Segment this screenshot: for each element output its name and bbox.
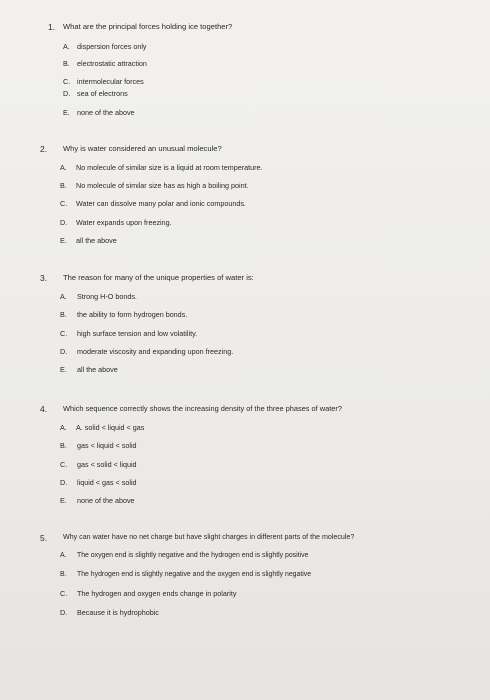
option-letter: E. bbox=[60, 365, 67, 374]
option-text: high surface tension and low volatility. bbox=[77, 329, 198, 338]
option-text: gas < solid < liquid bbox=[77, 460, 137, 469]
option-text: gas < liquid < solid bbox=[77, 441, 137, 450]
option-text: A. solid < liquid < gas bbox=[76, 423, 145, 432]
option-text: intermolecular forces bbox=[77, 77, 144, 86]
option-text: moderate viscosity and expanding upon freezing. bbox=[77, 347, 234, 356]
option-text: Water expands upon freezing. bbox=[76, 218, 172, 227]
question-text: The reason for many of the unique properties of water is: bbox=[63, 273, 254, 282]
option-text: none of the above bbox=[77, 496, 135, 505]
option-text: all the above bbox=[76, 236, 117, 245]
option-text: sea of electrons bbox=[77, 89, 128, 98]
question-number: 3. bbox=[40, 273, 48, 283]
option-text: Strong H-O bonds. bbox=[77, 292, 137, 301]
option-letter: A. bbox=[60, 292, 67, 301]
option-letter: E. bbox=[60, 496, 67, 505]
question-number: 4. bbox=[40, 404, 48, 414]
option-text: Water can dissolve many polar and ionic compounds. bbox=[76, 199, 246, 208]
option-text: The oxygen end is slightly negative and the hydrogen end is slightly positive bbox=[77, 552, 309, 559]
option-letter: A. bbox=[60, 552, 67, 559]
option-text: none of the above bbox=[77, 108, 135, 117]
option-letter: E. bbox=[63, 108, 70, 117]
option-letter: A. bbox=[63, 42, 70, 51]
question-number: 2. bbox=[40, 144, 48, 154]
option-letter: E. bbox=[60, 236, 67, 245]
option-letter: C. bbox=[60, 329, 68, 338]
option-letter: D. bbox=[60, 608, 68, 617]
question-text: What are the principal forces holding ice together? bbox=[63, 22, 233, 31]
option-text: all the above bbox=[77, 365, 118, 374]
option-letter: C. bbox=[60, 589, 68, 598]
option-letter: A. bbox=[60, 163, 67, 172]
option-text: dispersion forces only bbox=[77, 42, 147, 51]
option-text: electrostatic attraction bbox=[77, 59, 147, 68]
option-text: liquid < gas < solid bbox=[77, 478, 137, 487]
option-letter: D. bbox=[60, 218, 68, 227]
option-text: the ability to form hydrogen bonds. bbox=[77, 310, 188, 319]
question-number: 5. bbox=[40, 533, 48, 543]
option-text: No molecule of similar size is a liquid at room temperature. bbox=[76, 163, 263, 172]
option-text: Because it is hydrophobic bbox=[77, 608, 159, 617]
option-letter: D. bbox=[60, 478, 68, 487]
question-text: Why can water have no net charge but have slight charges in different parts of the molecule? bbox=[63, 533, 355, 541]
option-letter: B. bbox=[60, 571, 67, 578]
question-text: Why is water considered an unusual molecule? bbox=[63, 144, 222, 153]
option-letter: B. bbox=[60, 441, 67, 450]
option-letter: D. bbox=[63, 89, 71, 98]
option-letter: A. bbox=[60, 423, 67, 432]
option-letter: B. bbox=[63, 59, 70, 68]
question-text: Which sequence correctly shows the increasing density of the three phases of water? bbox=[63, 404, 342, 413]
option-text: The hydrogen end is slightly negative and the oxygen end is slightly negative bbox=[77, 571, 312, 578]
option-letter: B. bbox=[60, 181, 67, 190]
option-text: The hydrogen and oxygen ends change in polarity bbox=[77, 589, 237, 598]
option-text: No molecule of similar size has as high a boiling point. bbox=[76, 181, 249, 190]
question-number: 1. bbox=[48, 22, 56, 32]
option-letter: C. bbox=[63, 77, 71, 86]
option-letter: B. bbox=[60, 310, 67, 319]
option-letter: D. bbox=[60, 347, 68, 356]
option-letter: C. bbox=[60, 460, 68, 469]
option-letter: C. bbox=[60, 199, 68, 208]
